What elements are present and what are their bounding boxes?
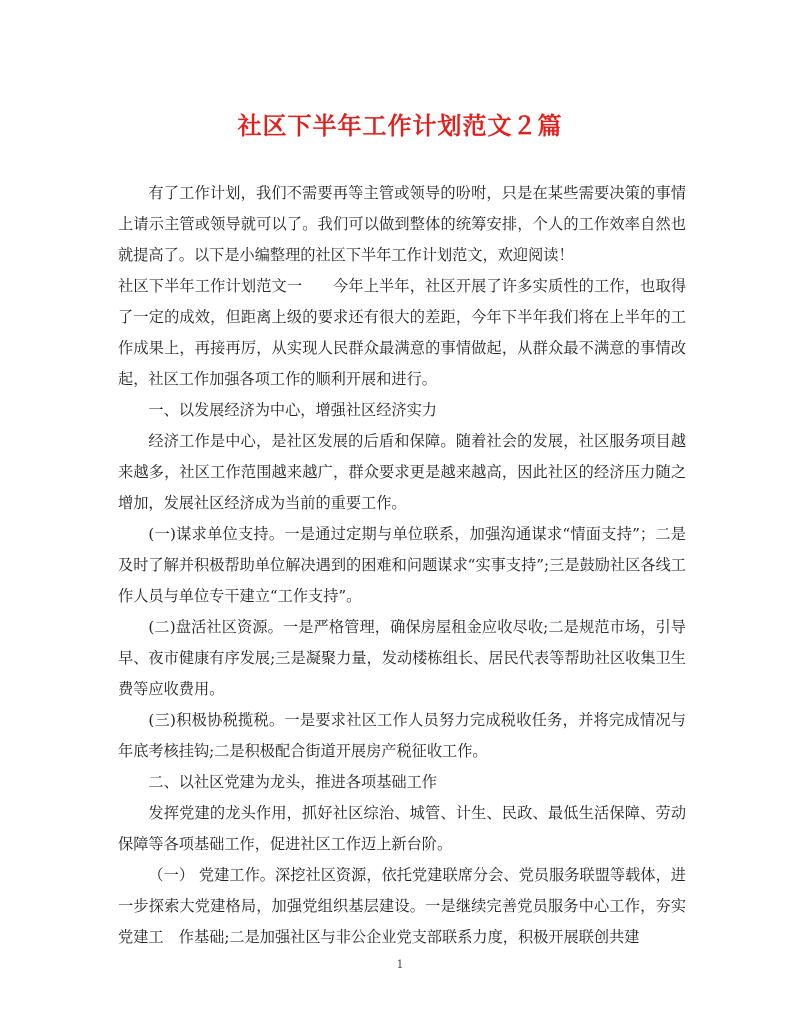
paragraph-unit-support: (一)谋求单位支持。一是通过定期与单位联系，加强沟通谋求“情面支持”；二是及时了解并积极帮助单位解决遇到的困难和问题谋求“实事支持”;三是鼓励社区各线工作人员与单位专干建立“工作支持”。 [118,525,686,605]
paragraph-community-resources: (二)盘活社区资源。一是严格管理，确保房屋租金应收尽收;二是规范市场，引导早、夜市健康有序发展;三是凝聚力量，发动楼栋组长、居民代表等帮助社区收集卫生费等应收费用。 [118,618,686,698]
section-heading-economy: 一、以发展经济为中心，增强社区经济实力 [148,401,437,419]
section-heading-party-building: 二、以社区党建为龙头，推进各项基础工作 [148,773,437,791]
paragraph-intro: 有了工作计划，我们不需要再等主管或领导的吩咐，只是在某些需要决策的事情上请示主管或领导就可以了。我们可以做到整体的统筹安排，个人的工作效率自然也就提高了。以下是小编整理的社区下半年工作计划范文，欢迎阅读！ [118,184,686,264]
paragraph-party-work: （一） 党建工作。深挖社区资源，依托党建联席分会、党员服务联盟等载体，进一步探索大党建格局，加强党组织基层建设。一是继续完善党员服务中心工作，夯实党建工 作基础;二是加强社区与非公企业党支部联系力度，积极开展联创共建 [118,866,686,946]
paragraph-tax-assistance: (三)积极协税揽税。一是要求社区工作人员努力完成税收任务，并将完成情况与年底考核挂钩;二是积极配合街道开展房产税征收工作。 [118,711,686,760]
paragraph-economy: 经济工作是中心，是社区发展的后盾和保障。随着社会的发展，社区服务项目越来越多，社区工作范围越来越广，群众要求更是越来越高，因此社区的经济压力随之增加，发展社区经济成为当前的重要工作。 [118,432,686,512]
paragraph-party-building: 发挥党建的龙头作用，抓好社区综治、城管、计生、民政、最低生活保障、劳动保障等各项基础工作，促进社区工作迈上新台阶。 [118,804,686,853]
paragraph-sample-one: 社区下半年工作计划范文一 今年上半年，社区开展了许多实质性的工作，也取得了一定的成效，但距离上级的要求还有很大的差距，今年下半年我们将在上半年的工作成果上，再接再厉，从实现人民群众最满意的事情做起，从群众最不满意的事情改起，社区工作加强各项工作的顺利开展和进行。 [118,277,686,388]
document-title: 社区下半年工作计划范文２篇 [237,111,563,140]
document-body [118,178,686,953]
page-number: 1 [396,958,404,971]
